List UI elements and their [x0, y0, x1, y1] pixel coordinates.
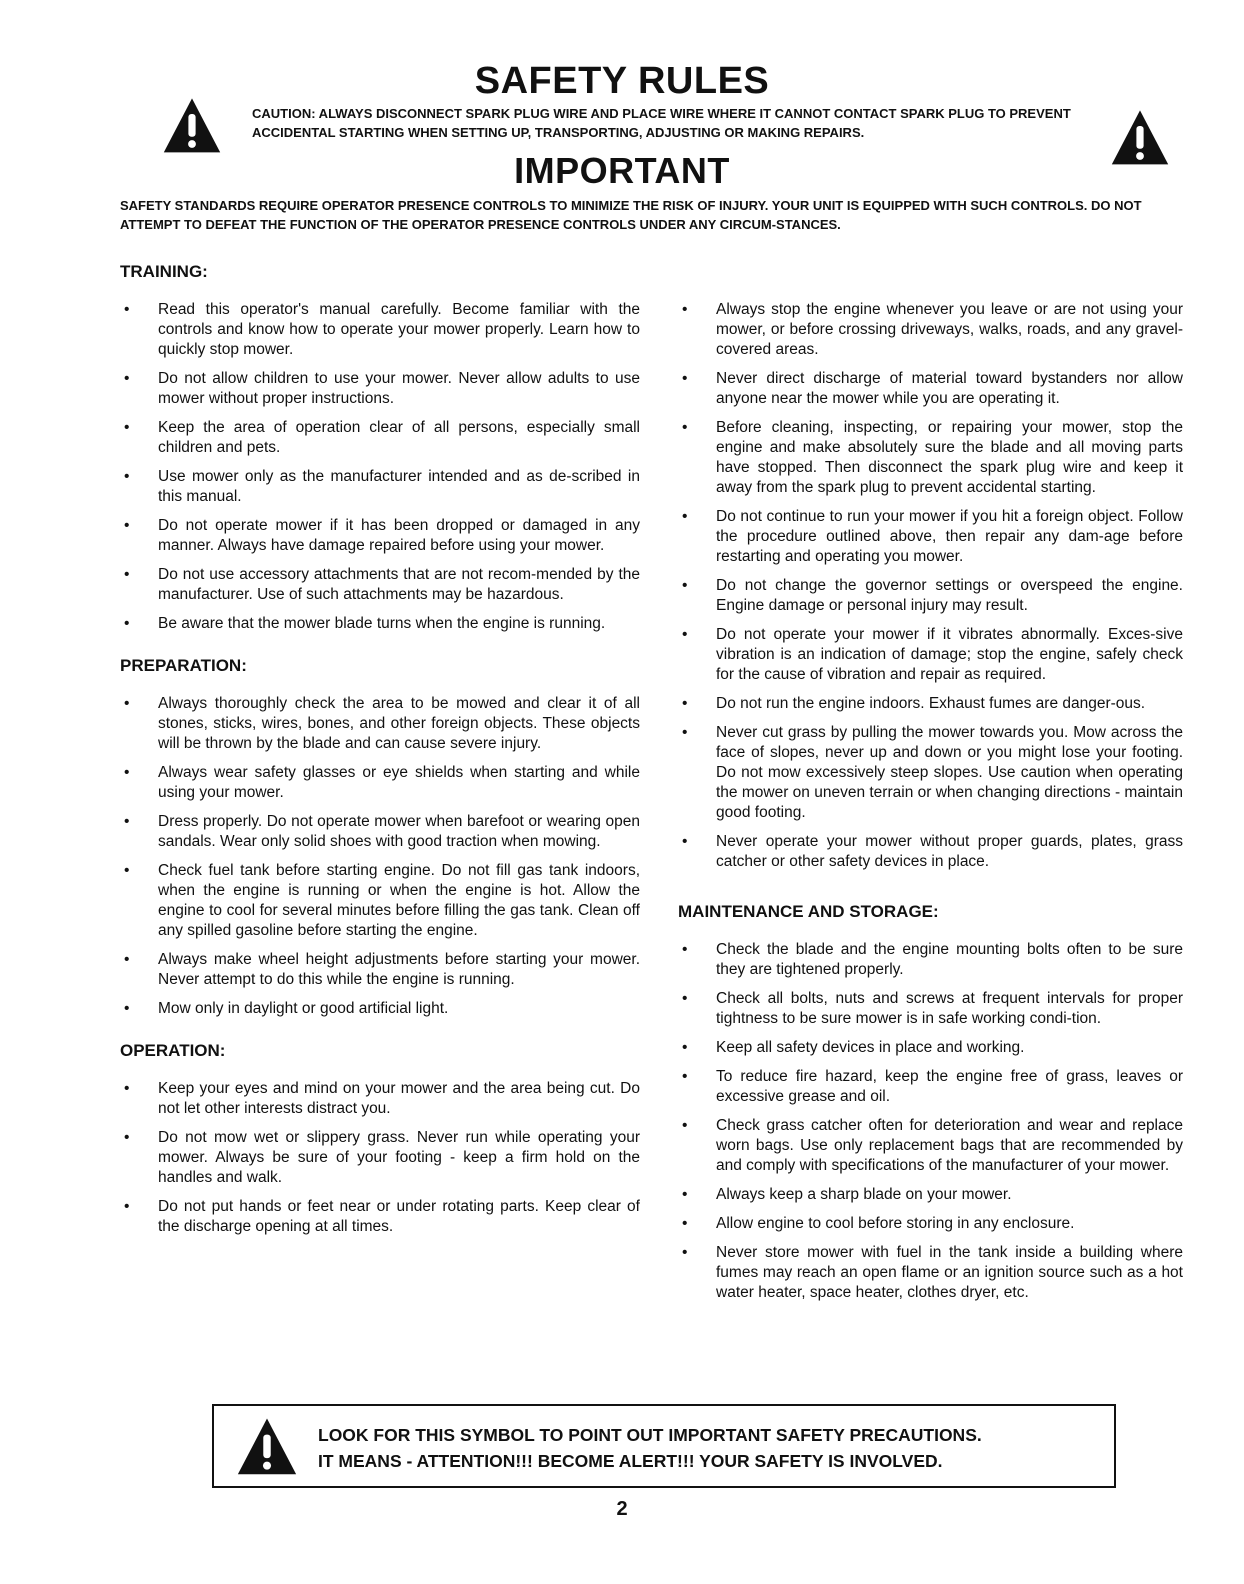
notice-line-1: LOOK FOR THIS SYMBOL TO POINT OUT IMPORTANT SAFETY PRECAUTIONS. [318, 1425, 982, 1445]
list-item: • Never direct discharge of material toward bystanders nor allow anyone near the mower while you are operating it. [678, 369, 1183, 409]
list-item: • Mow only in daylight or good artificial light. [120, 999, 640, 1019]
list-item: • Check all bolts, nuts and screws at frequent intervals for proper tightness to be sure mower is in safe working condi-tion. [678, 989, 1183, 1029]
warning-triangle-icon [236, 1416, 298, 1478]
page-number: 2 [616, 1498, 628, 1520]
list-item: • Check the blade and the engine mounting bolts often to be sure they are tightened properly. [678, 940, 1183, 980]
list-item: • Do not allow children to use your mower. Never allow adults to use mower without proper instructions. [120, 369, 640, 409]
training-list [120, 300, 640, 634]
list-item: • Do not put hands or feet near or under rotating parts. Keep clear of the discharge opening at all times. [120, 1197, 640, 1237]
list-item: • Do not operate mower if it has been dropped or damaged in any manner. Always have damage repaired before using your mower. [120, 516, 640, 556]
list-item: • Before cleaning, inspecting, or repairing your mower, stop the engine and make absolutely sure the blade and all moving parts have stopped. Then disconnect the spark plug wire and keep it away from the spark plug to prevent accidental starting. [678, 418, 1183, 498]
list-item: • Dress properly. Do not operate mower when barefoot or wearing open sandals. Wear only solid shoes with good traction when mowing. [120, 812, 640, 852]
list-item: • Do not use accessory attachments that are not recom-mended by the manufacturer. Use of such attachments may be hazardous. [120, 565, 640, 605]
list-item: • Do not operate your mower if it vibrates abnormally. Exces-sive vibration is an indication of damage; stop the engine, safely check for the cause of vibration and repair as required. [678, 625, 1183, 685]
maintenance-list [678, 940, 1183, 1303]
caution-text: CAUTION: ALWAYS DISCONNECT SPARK PLUG WIRE AND PLACE WIRE WHERE IT CANNOT CONTACT SPARK PLUG TO PREVENT ACCIDENTAL STARTING WHEN SETTING UP, TRANSPORTING, ADJUSTING OR MAKING REPAIRS. [252, 106, 1071, 140]
list-item: • Do not continue to run your mower if you hit a foreign object. Follow the procedure outlined above, then repair any dam-age before restarting and operating you mower. [678, 507, 1183, 567]
list-item: • Always make wheel height adjustments before starting your mower. Never attempt to do this while the engine is running. [120, 950, 640, 990]
important-heading: IMPORTANT [514, 150, 730, 191]
training-heading: TRAINING: [120, 262, 208, 281]
preparation-list [120, 694, 640, 1019]
list-item: • Keep the area of operation clear of all persons, especially small children and pets. [120, 418, 640, 458]
maintenance-heading: MAINTENANCE AND STORAGE: [678, 902, 939, 921]
list-item: • Always stop the engine whenever you leave or are not using your mower, or before crossing driveways, walks, roads, and any gravel-covered areas. [678, 300, 1183, 360]
list-item: • Keep your eyes and mind on your mower and the area being cut. Do not let other interests distract you. [120, 1079, 640, 1119]
notice-text [318, 1422, 1098, 1474]
list-item: • Read this operator's manual carefully. Become familiar with the controls and know how to operate your mower properly. Learn how to quickly stop mower. [120, 300, 640, 360]
list-item: • Keep all safety devices in place and working. [678, 1038, 1183, 1058]
warning-triangle-icon [1110, 108, 1170, 168]
page-title: SAFETY RULES [474, 60, 770, 102]
list-item: • Do not run the engine indoors. Exhaust fumes are danger-ous. [678, 694, 1183, 714]
list-item: • Never cut grass by pulling the mower towards you. Mow across the face of slopes, never up and down or you might lose your footing. Do not mow excessively steep slopes. Use caution when operating the mower on uneven terrain or when changing directions - maintain good footing. [678, 723, 1183, 823]
list-item: • To reduce fire hazard, keep the engine free of grass, leaves or excessive grease and oil. [678, 1067, 1183, 1107]
warning-triangle-icon [162, 96, 222, 156]
list-item: • Allow engine to cool before storing in any enclosure. [678, 1214, 1183, 1234]
safety-symbol-notice [212, 1404, 1116, 1488]
operation-list-continued [678, 300, 1183, 872]
operation-heading: OPERATION: [120, 1041, 226, 1060]
list-item: • Be aware that the mower blade turns when the engine is running. [120, 614, 640, 634]
list-item: • Never store mower with fuel in the tank inside a building where fumes may reach an open flame or an ignition source such as a hot water heater, space heater, clothes dryer, etc. [678, 1243, 1183, 1303]
preparation-heading: PREPARATION: [120, 656, 247, 675]
list-item: • Do not mow wet or slippery grass. Never run while operating your mower. Always be sure of your footing - keep a firm hold on the handles and walk. [120, 1128, 640, 1188]
list-item: • Check grass catcher often for deterioration and wear and replace worn bags. Use only replacement bags that are recommended by and comply with specifications of the manufacturer of your mower. [678, 1116, 1183, 1176]
notice-line-2: IT MEANS - ATTENTION!!! BECOME ALERT!!! YOUR SAFETY IS INVOLVED. [318, 1451, 943, 1471]
list-item: • Always keep a sharp blade on your mower. [678, 1185, 1183, 1205]
list-item: • Use mower only as the manufacturer intended and as de-scribed in this manual. [120, 467, 640, 507]
list-item: • Do not change the governor settings or overspeed the engine. Engine damage or personal injury may result. [678, 576, 1183, 616]
standards-notice: SAFETY STANDARDS REQUIRE OPERATOR PRESENCE CONTROLS TO MINIMIZE THE RISK OF INJURY. YOUR UNIT IS EQUIPPED WITH SUCH CONTROLS. DO NOT ATTEMPT TO DEFEAT THE FUNCTION OF THE OPERATOR PRESENCE CONTROLS UNDER ANY CIRCUM-STANCES. [120, 198, 1142, 232]
left-column [120, 262, 640, 1246]
list-item: • Always thoroughly check the area to be mowed and clear it of all stones, sticks, wires, bones, and other foreign objects. These objects will be thrown by the blade and can cause severe injury. [120, 694, 640, 754]
list-item: • Check fuel tank before starting engine. Do not fill gas tank indoors, when the engine is running or when the engine is hot. Allow the engine to cool for several minutes before filling the gas tank. Clean off any spilled gasoline before starting the engine. [120, 861, 640, 941]
right-column [678, 300, 1183, 1312]
list-item: • Never operate your mower without proper guards, plates, grass catcher or other safety devices in place. [678, 832, 1183, 872]
operation-list [120, 1079, 640, 1237]
list-item: • Always wear safety glasses or eye shields when starting and while using your mower. [120, 763, 640, 803]
